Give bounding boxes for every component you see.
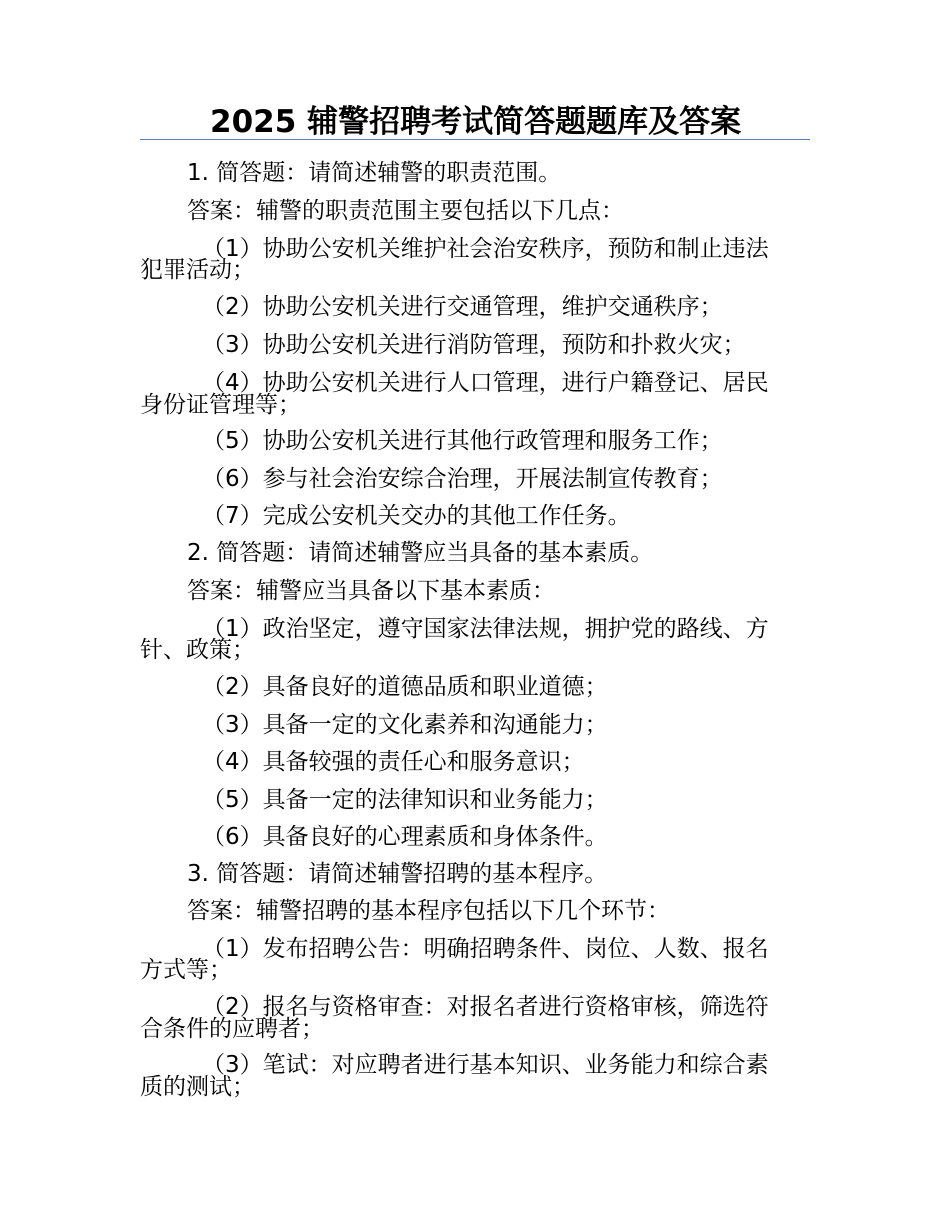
answer-item: （5）协助公安机关进行其他行政管理和服务工作； — [202, 428, 723, 454]
answer-item: （2）协助公安机关进行交通管理，维护交通秩序； — [202, 294, 723, 320]
answer-item: （4）协助公安机关进行人口管理，进行户籍登记、居民 — [202, 370, 769, 396]
answer-item-continuation: 方式等； — [140, 957, 232, 983]
answer-item: （3）具备一定的文化素养和沟通能力； — [202, 712, 608, 738]
answer-item: （4）具备较强的责任心和服务意识； — [202, 749, 585, 775]
answer-intro-3: 答案：辅警招聘的基本程序包括以下几个环节： — [187, 898, 670, 924]
answer-item: （6）参与社会治安综合治理，开展法制宣传教育； — [202, 466, 723, 492]
answer-intro-2: 答案：辅警应当具备以下基本素质： — [187, 578, 555, 604]
question-3: 3. 简答题：请简述辅警招聘的基本程序。 — [187, 861, 608, 887]
answer-item: （1）发布招聘公告：明确招聘条件、岗位、人数、报名 — [202, 936, 769, 962]
answer-item-continuation: 合条件的应聘者； — [140, 1016, 324, 1042]
answer-item-continuation: 身份证管理等； — [140, 392, 301, 418]
answer-item: （2）报名与资格审查：对报名者进行资格审核，筛选符 — [202, 994, 769, 1020]
answer-item: （1）协助公安机关维护社会治安秩序，预防和制止违法 — [202, 236, 769, 262]
title-underline — [140, 139, 810, 140]
answer-item: （2）具备良好的道德品质和职业道德； — [202, 674, 608, 700]
answer-item: （1）政治坚定，遵守国家法律法规，拥护党的路线、方 — [202, 616, 769, 642]
answer-item: （6）具备良好的心理素质和身体条件。 — [202, 824, 608, 850]
document-title: 2025 辅警招聘考试简答题题库及答案 — [210, 104, 742, 140]
answer-item-continuation: 针、政策； — [140, 637, 255, 663]
answer-item: （7）完成公安机关交办的其他工作任务。 — [202, 503, 631, 529]
answer-item: （3）协助公安机关进行消防管理，预防和扑救火灾； — [202, 332, 746, 358]
question-1: 1. 简答题：请简述辅警的职责范围。 — [187, 160, 562, 186]
answer-item-continuation: 犯罪活动； — [140, 257, 255, 283]
question-2: 2. 简答题：请简述辅警应当具备的基本素质。 — [187, 540, 654, 566]
answer-item: （3）笔试：对应聘者进行基本知识、业务能力和综合素 — [202, 1052, 769, 1078]
answer-item: （5）具备一定的法律知识和业务能力； — [202, 787, 608, 813]
answer-item-continuation: 质的测试； — [140, 1074, 255, 1100]
answer-intro-1: 答案：辅警的职责范围主要包括以下几点： — [187, 198, 624, 224]
